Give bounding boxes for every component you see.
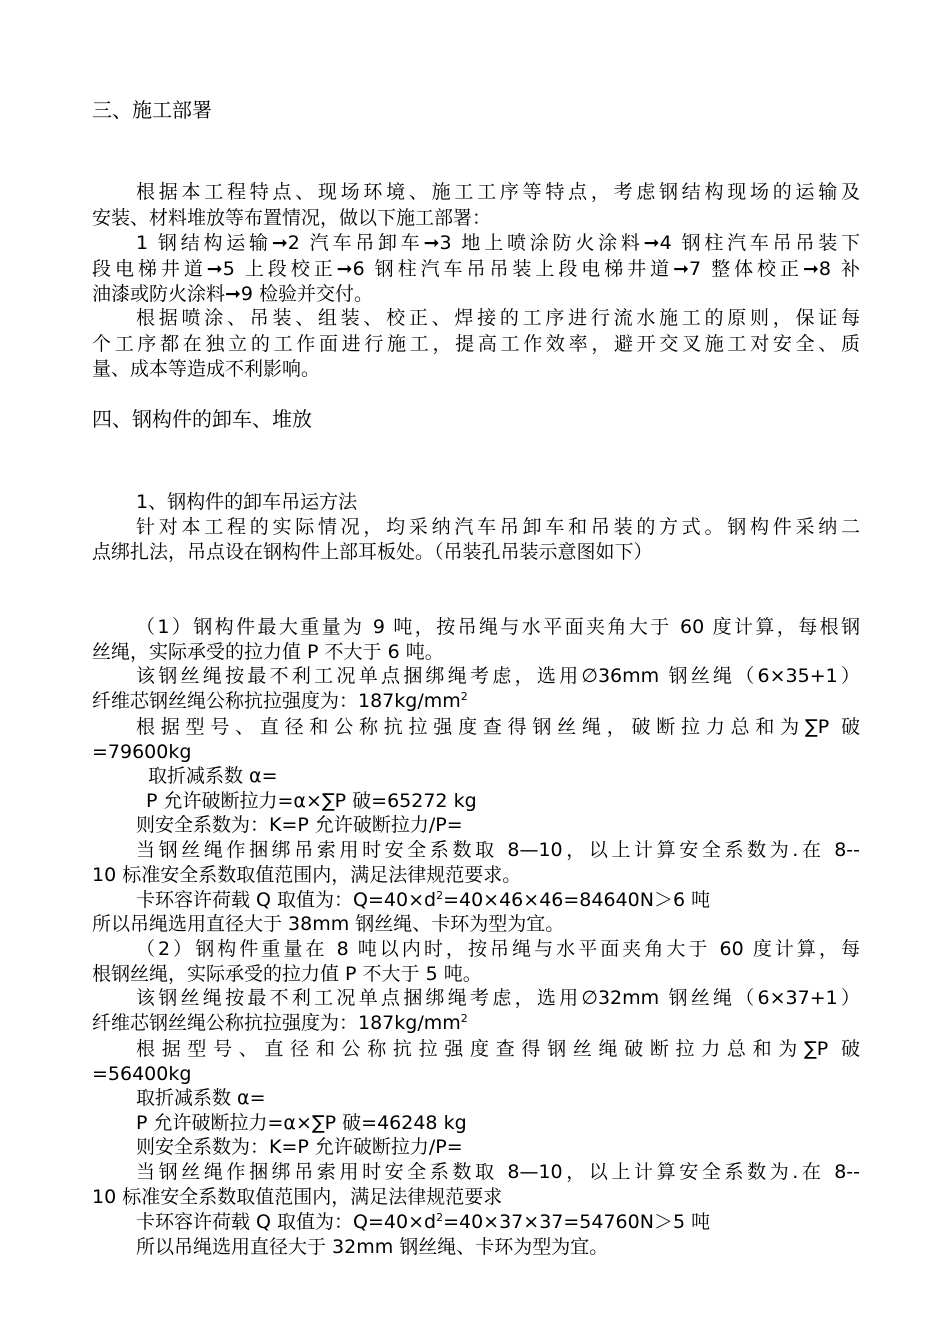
calc-line: 当钢丝绳作捆绑吊索用时安全系数取 8—10，以上计算安全系数为.在 8-- (136, 1161, 860, 1183)
calc-line: P 允许破断拉力=α×∑P 破=65272 kg (146, 790, 477, 812)
calc-line: 所以吊绳选用直径大于 38mm 钢丝绳、卡环为型为宜。 (92, 913, 565, 935)
calc-line: （2）钢构件重量在 8 吨以内时，按吊绳与水平面夹角大于 60 度计算，每 (136, 938, 860, 960)
calc-line: =79600kg (92, 741, 192, 763)
paragraph-line: 个工序都在独立的工作面进行施工，提高工作效率，避开交叉施工对安全、质 (92, 333, 860, 355)
calc-line: 当钢丝绳作捆绑吊索用时安全系数取 8—10，以上计算安全系数为.在 8-- (136, 839, 860, 861)
calc-line: 则安全系数为：K=P 允许破断拉力/P= (136, 1136, 463, 1158)
calc-line: 取折减系数 α= (136, 1087, 266, 1109)
calc-line: 根据型号、直径和公称抗拉强度查得钢丝绳，破断拉力总和为∑P 破 (136, 716, 860, 738)
paragraph-line: 量、成本等造成不利影响。 (92, 358, 321, 380)
calc-text: 卡环容许荷载 Q 取值为：Q=40×d (136, 1211, 437, 1233)
superscript: 2 (460, 690, 468, 703)
calc-line (136, 1210, 710, 1234)
calc-text: 纤维芯钢丝绳公称抗拉强度为：187kg/mm (92, 690, 461, 712)
superscript: 2 (436, 1211, 444, 1224)
calc-text: =40×46×46=84640N＞6 吨 (443, 889, 711, 911)
calc-line: 根据型号、直径和公称抗拉强度查得钢丝绳破断拉力总和为∑P 破 (136, 1038, 860, 1060)
paragraph-line: 1 钢结构运输➞2 汽车吊卸车➞3 地上喷涂防火涂料➞4 钢柱汽车吊吊装下 (136, 232, 860, 254)
calc-text: =40×37×37=54760N＞5 吨 (443, 1211, 711, 1233)
calc-line: 该钢丝绳按最不利工况单点捆绑绳考虑，选用∅32mm 钢丝绳（6×37+1） (136, 987, 860, 1009)
calc-line: 10 标准安全系数取值范围内，满足法律规范要求。 (92, 864, 522, 886)
section-heading-unloading: 四、钢构件的卸车、堆放 (92, 407, 312, 431)
paragraph-line: 安装、材料堆放等布置情况，做以下施工部署： (92, 207, 492, 229)
subsection-heading: 1、钢构件的卸车吊运方法 (136, 491, 358, 513)
calc-line: 丝绳，实际承受的拉力值 P 不大于 6 吨。 (92, 641, 444, 663)
calc-line: 10 标准安全系数取值范围内，满足法律规范要求 (92, 1186, 503, 1208)
superscript: 2 (460, 1012, 468, 1025)
calc-line: P 允许破断拉力=α×∑P 破=46248 kg (136, 1112, 467, 1134)
superscript: 2 (436, 889, 444, 902)
calc-text: 卡环容许荷载 Q 取值为：Q=40×d (136, 889, 437, 911)
paragraph-line: 根据本工程特点、现场环境、施工工序等特点，考虑钢结构现场的运输及 (136, 181, 860, 203)
document-page (92, 0, 862, 1344)
paragraph-line: 针对本工程的实际情况，均采纳汽车吊卸车和吊装的方式。钢构件采纳二 (136, 516, 860, 538)
calc-line: （1）钢构件最大重量为 9 吨，按吊绳与水平面夹角大于 60 度计算，每根钢 (136, 616, 860, 638)
calc-line: 则安全系数为：K=P 允许破断拉力/P= (136, 814, 463, 836)
paragraph-line: 点绑扎法，吊点设在钢构件上部耳板处。（吊装孔吊装示意图如下） (92, 541, 653, 563)
paragraph-line: 段电梯井道➞5 上段校正➞6 钢柱汽车吊吊装上段电梯井道➞7 整体校正➞8 补 (92, 258, 860, 280)
paragraph-line: 油漆或防火涂料➞9 检验并交付。 (92, 283, 374, 305)
calc-line: 所以吊绳选用直径大于 32mm 钢丝绳、卡环为型为宜。 (136, 1236, 609, 1258)
calc-line (136, 888, 710, 912)
calc-text: 纤维芯钢丝绳公称抗拉强度为：187kg/mm (92, 1012, 461, 1034)
paragraph-line: 根据喷涂、吊装、组装、校正、焊接的工序进行流水施工的原则，保证每 (136, 307, 860, 329)
calc-line: =56400kg (92, 1063, 192, 1085)
section-heading-deployment: 三、施工部署 (92, 98, 212, 122)
calc-line (92, 689, 468, 713)
calc-line (92, 1011, 468, 1035)
calc-line: 该钢丝绳按最不利工况单点捆绑绳考虑，选用∅36mm 钢丝绳（6×35+1） (136, 665, 860, 687)
calc-line: 根钢丝绳，实际承受的拉力值 P 不大于 5 吨。 (92, 963, 482, 985)
calc-line: 取折减系数 α= (148, 765, 278, 787)
